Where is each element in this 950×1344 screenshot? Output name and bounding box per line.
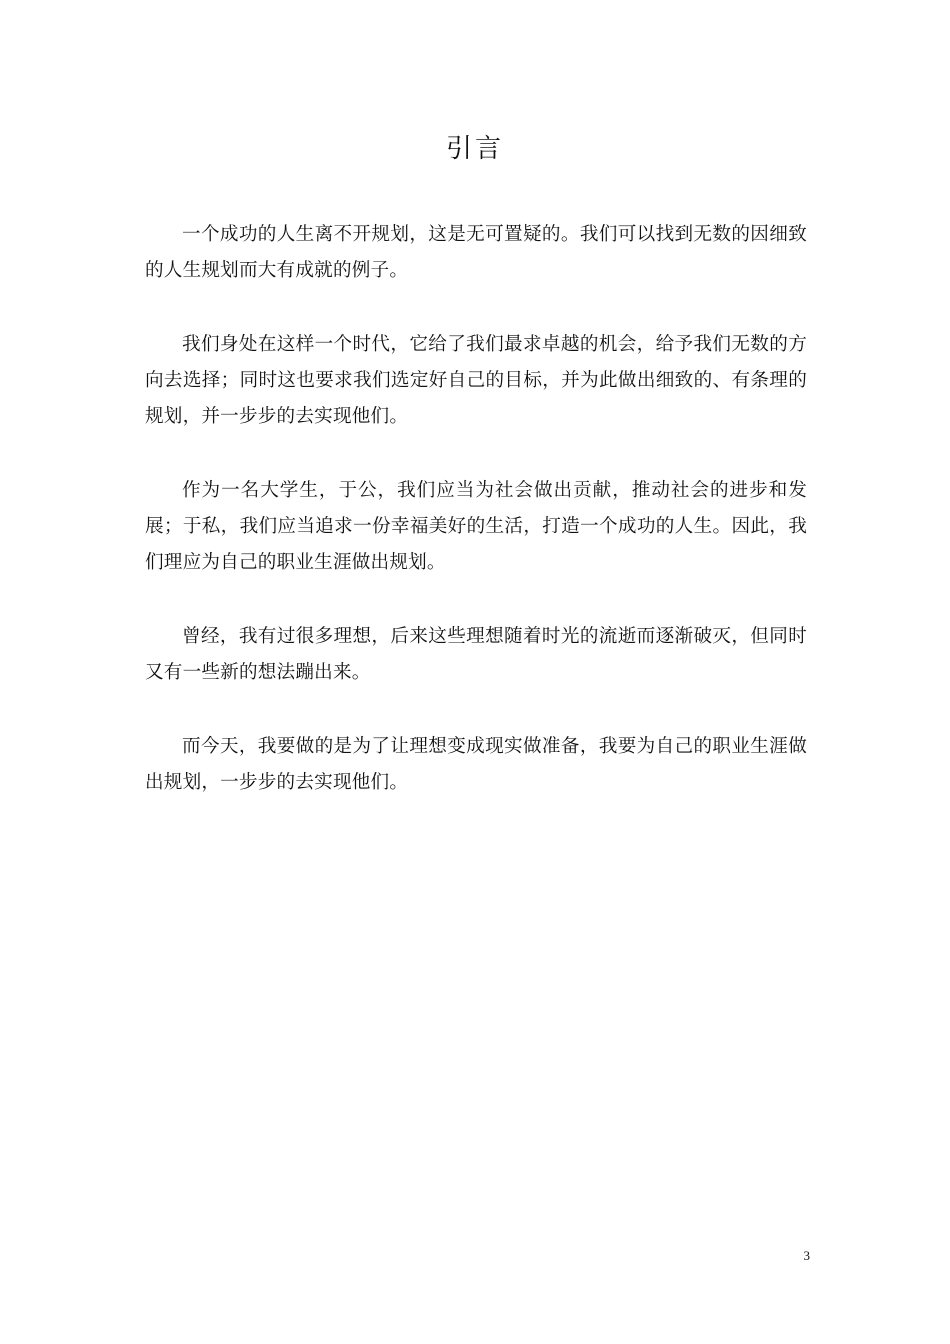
body-text [145,217,807,839]
paragraph-1: 一个成功的人生离不开规划，这是无可置疑的。我们可以找到无数的因细致的人生规划而大有成就的例子。 [145,224,807,281]
paragraph-5: 而今天，我要做的是为了让理想变成现实做准备，我要为自己的职业生涯做出规划，一步步的去实现他们。 [145,736,807,793]
paragraph-4: 曾经，我有过很多理想，后来这些理想随着时光的流逝而逐渐破灭，但同时又有一些新的想法蹦出来。 [145,626,807,683]
page-number: 3 [803,1248,810,1263]
paragraph-2: 我们身处在这样一个时代，它给了我们最求卓越的机会，给予我们无数的方向去选择；同时这也要求我们选定好自己的目标，并为此做出细致的、有条理的规划，并一步步的去实现他们。 [145,334,807,427]
page-title: 引言 [445,134,504,164]
paragraph-3: 作为一名大学生，于公，我们应当为社会做出贡献，推动社会的进步和发展；于私，我们应当追求一份幸福美好的生活，打造一个成功的人生。因此，我们理应为自己的职业生涯做出规划。 [145,480,807,573]
